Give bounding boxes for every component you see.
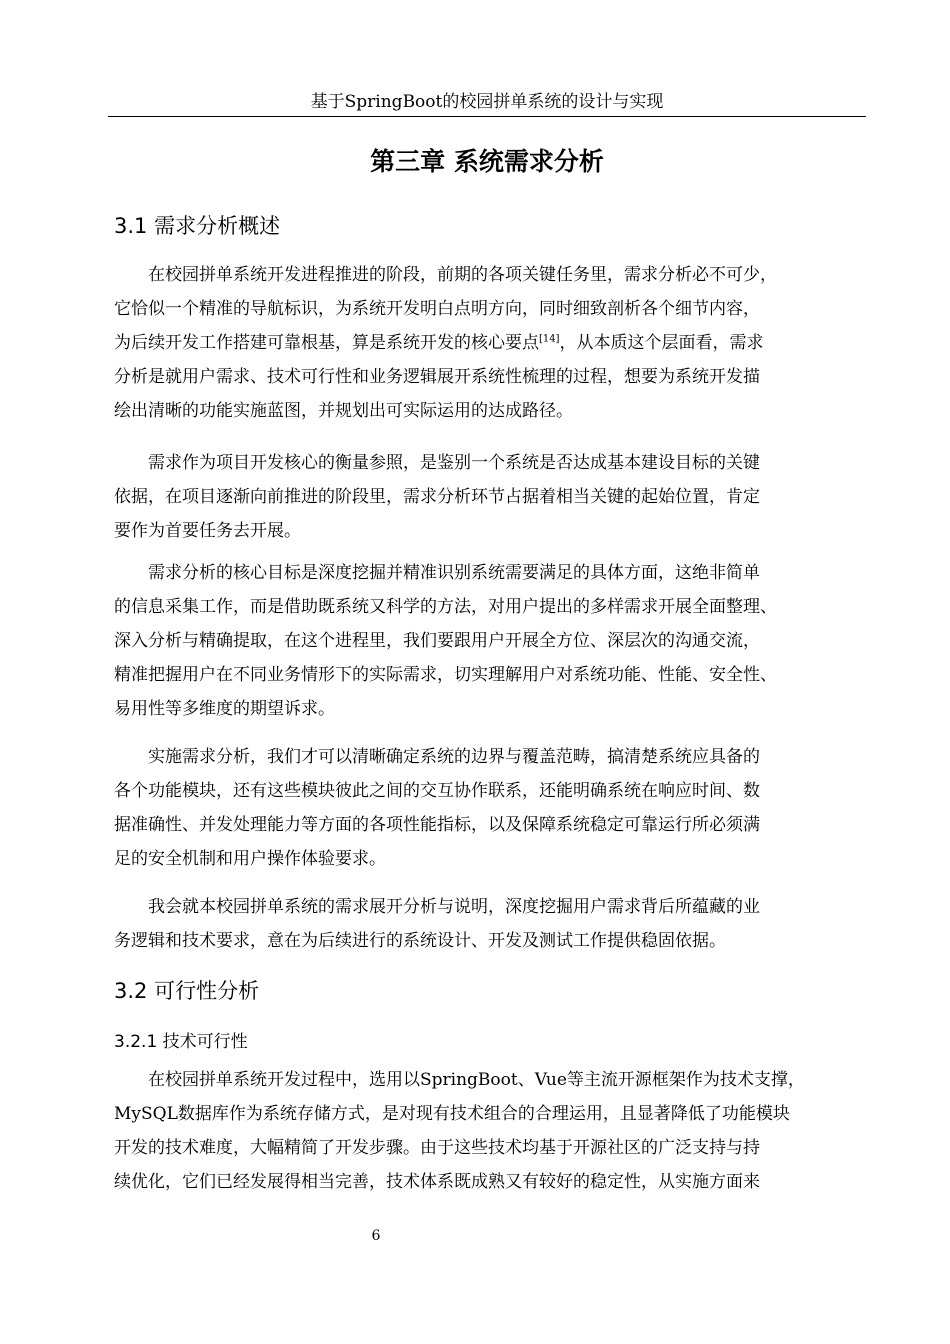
text-line: 在校园拼单系统开发进程推进的阶段，前期的各项关键任务里，需求分析必不可少， bbox=[148, 265, 777, 285]
text-line: 续优化，它们已经发展得相当完善，技术体系既成熟又有较好的稳定性，从实施方面来 bbox=[114, 1172, 760, 1192]
text-line: 依据，在项目逐渐向前推进的阶段里，需求分析环节占据着相当关键的起始位置，肯定 bbox=[114, 487, 760, 507]
text-line: 各个功能模块，还有这些模块彼此之间的交互协作联系，还能明确系统在响应时间、数 bbox=[114, 781, 760, 801]
text-line: 开发的技术难度，大幅精简了开发步骤。由于这些技术均基于开源社区的广泛支持与持 bbox=[114, 1138, 760, 1158]
text-line: 需求作为项目开发核心的衡量参照，是鉴别一个系统是否达成基本建设目标的关键 bbox=[148, 453, 760, 473]
text-line: 精准把握用户在不同业务情形下的实际需求，切实理解用户对系统功能、性能、安全性、 bbox=[114, 665, 777, 685]
page-number: 6 bbox=[371, 1228, 381, 1244]
text-line: 需求分析的核心目标是深度挖掘并精准识别系统需要满足的具体方面，这绝非简单 bbox=[148, 563, 760, 583]
text-line: 要作为首要任务去开展。 bbox=[114, 521, 301, 541]
text-line: 深入分析与精确提取，在这个进程里，我们要跟用户开展全方位、深层次的沟通交流， bbox=[114, 631, 760, 651]
text-line: 它恰似一个精准的导航标识，为系统开发明白点明方向，同时细致剖析各个细节内容， bbox=[114, 299, 760, 319]
subsection-heading-3-2-1: 3.2.1 技术可行性 bbox=[114, 1032, 248, 1052]
text-line: 的信息采集工作，而是借助既系统又科学的方法，对用户提出的多样需求开展全面整理、 bbox=[114, 597, 777, 617]
text-line: 分析是就用户需求、技术可行性和业务逻辑展开系统性梳理的过程，想要为系统开发描 bbox=[114, 367, 760, 387]
text-line: 我会就本校园拼单系统的需求展开分析与说明，深度挖掘用户需求背后所蕴藏的业 bbox=[148, 897, 760, 917]
running-header: 基于SpringBoot的校园拼单系统的设计与实现 bbox=[310, 92, 664, 112]
header-rule bbox=[108, 116, 866, 117]
text-run: ，从本质这个层面看，需求 bbox=[559, 333, 764, 353]
chapter-title: 第三章 系统需求分析 bbox=[370, 147, 604, 176]
text-run: 为后续开发工作搭建可靠根基，算是系统开发的核心要点 bbox=[114, 333, 539, 353]
paragraph-3-1-3 bbox=[114, 556, 858, 726]
section-heading-3-2: 3.2 可行性分析 bbox=[114, 979, 260, 1003]
text-line: 易用性等多维度的期望诉求。 bbox=[114, 699, 335, 719]
paragraph-3-1-1 bbox=[114, 258, 858, 428]
paragraph-3-1-5 bbox=[114, 890, 858, 958]
citation-ref: [14] bbox=[539, 333, 560, 345]
paragraph-3-1-4 bbox=[114, 740, 858, 876]
text-line: MySQL数据库作为系统存储方式，是对现有技术组合的合理运用，且显著降低了功能模块 bbox=[114, 1104, 790, 1124]
text-line: 足的安全机制和用户操作体验要求。 bbox=[114, 849, 386, 869]
text-line: 实施需求分析，我们才可以清晰确定系统的边界与覆盖范畴，搞清楚系统应具备的 bbox=[148, 747, 760, 767]
paragraph-3-2-1-1 bbox=[114, 1063, 858, 1199]
section-heading-3-1: 3.1 需求分析概述 bbox=[114, 214, 281, 238]
text-line: 绘出清晰的功能实施蓝图，并规划出可实际运用的达成路径。 bbox=[114, 401, 573, 421]
text-line: 在校园拼单系统开发过程中，选用以SpringBoot、Vue等主流开源框架作为技术支撑， bbox=[148, 1070, 805, 1090]
text-line: 务逻辑和技术要求，意在为后续进行的系统设计、开发及测试工作提供稳固依据。 bbox=[114, 931, 726, 951]
paragraph-3-1-2 bbox=[114, 446, 858, 548]
text-line: 据准确性、并发处理能力等方面的各项性能指标，以及保障系统稳定可靠运行所必须满 bbox=[114, 815, 760, 835]
text-line bbox=[114, 326, 858, 360]
